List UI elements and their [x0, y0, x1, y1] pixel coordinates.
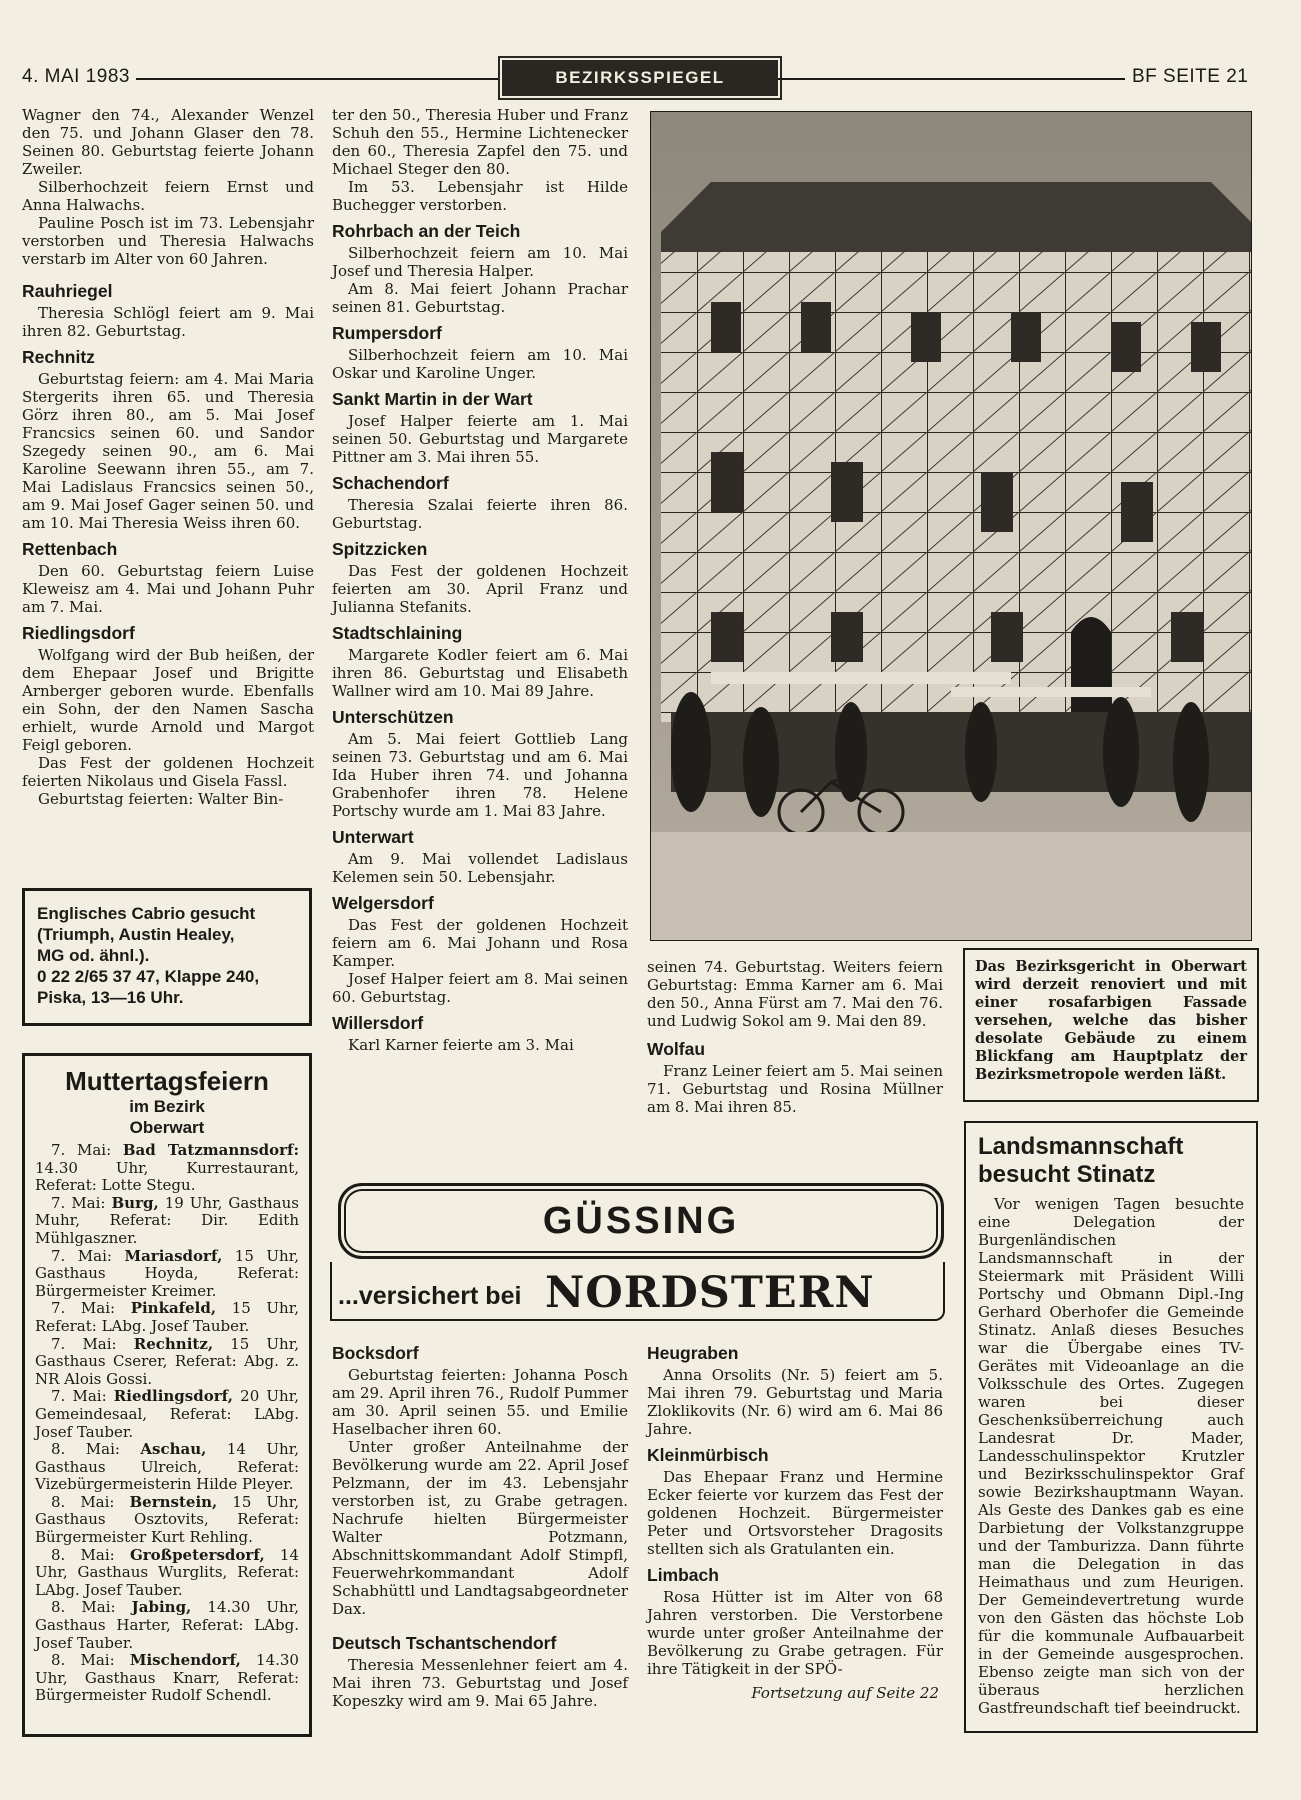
- entry-place: Burg,: [111, 1193, 159, 1212]
- paragraph: Das Fest der goldenen Hochzeit feierten am 30. April Franz und Julianna Stefanits.: [332, 562, 628, 616]
- entry-date: 7. Mai:: [51, 1193, 112, 1212]
- entry-place: Aschau,: [140, 1440, 207, 1459]
- column-3: [647, 958, 943, 1116]
- entry-place: Riedlingsdorf,: [113, 1387, 233, 1406]
- heading-spitzzicken: Spitzzicken: [332, 539, 428, 559]
- entry-details: 14.30 Uhr, Gasthaus Knarr, Referat: Bürgermeister Rudolf Schendl.: [35, 1651, 299, 1705]
- heading-riedlingsdorf: Riedlingsdorf: [22, 623, 135, 643]
- entry-date: 7. Mai:: [51, 1334, 134, 1353]
- entry-details: 14 Uhr, Gasthaus Ulreich, Referat: Vizebürgermeisterin Hilde Pleyer.: [35, 1440, 299, 1494]
- classified-ad: [22, 888, 312, 1026]
- entry-date: 7. Mai:: [51, 1246, 125, 1265]
- entry-date: 7. Mai:: [51, 1387, 114, 1406]
- muttertag-entry: [35, 1652, 299, 1705]
- muttertag-box: [22, 1053, 312, 1737]
- paragraph: Das Fest der goldenen Hochzeit feiern am 6. Mai Johann und Rosa Kamper.: [332, 916, 628, 970]
- muttertag-subtitle: Oberwart: [129, 1118, 205, 1137]
- landsmannschaft-box: [964, 1121, 1258, 1733]
- entry-date: 8. Mai:: [51, 1545, 130, 1564]
- guessing-banner: [338, 1183, 944, 1259]
- heading-kleinmuerbisch: Kleinmürbisch: [647, 1445, 769, 1465]
- paragraph: Wagner den 74., Alexander Wenzel den 75. und Johann Glaser den 78. Seinen 80. Geburtstag feierte Johann Zweiler.: [22, 106, 314, 178]
- issue-date: 4. MAI 1983: [22, 66, 130, 87]
- header-rule-left: [136, 78, 498, 80]
- heading-unterwart: Unterwart: [332, 827, 414, 847]
- heading-rauhriegel: Rauhriegel: [22, 281, 113, 301]
- entry-details: 14.30 Uhr, Kurrestaurant, Referat: Lotte Stegu.: [35, 1158, 299, 1195]
- muttertag-subtitle: im Bezirk: [129, 1097, 205, 1116]
- heading-wolfau: Wolfau: [647, 1039, 706, 1059]
- nordstern-ad: [330, 1262, 945, 1321]
- paragraph: Karl Karner feierte am 3. Mai: [348, 1036, 574, 1054]
- paragraph: Wolfgang wird der Bub heißen, der dem Ehepaar Josef und Brigitte Arnberger geboren wurde. Ebenfalls ein Sohn, der den Namen Sascha erhielt, wurde Arnold und Margot Feigl geboren.: [22, 646, 314, 754]
- paragraph: Im 53. Lebensjahr ist Hilde Buchegger verstorben.: [332, 178, 628, 214]
- heading-limbach: Limbach: [647, 1565, 719, 1585]
- muttertag-list: [35, 1142, 299, 1705]
- paragraph: seinen 74. Geburtstag. Weiters feiern Geburtstag: Emma Karner am 6. Mai den 50., Anna Fürst am 7. Mai den 76. und Ludwig Sokol am 9. Mai den 89.: [647, 958, 943, 1030]
- entry-details: 14 Uhr, Gasthaus Wurglits, Referat: LAbg. Josef Tauber.: [35, 1545, 299, 1599]
- paragraph: Theresia Schlögl feiert am 9. Mai ihren 82. Geburtstag.: [22, 304, 314, 340]
- paragraph: Theresia Szalai feierte ihren 86. Geburtstag.: [332, 496, 628, 532]
- paragraph: Unter großer Anteilnahme der Bevölkerung wurde am 22. April Josef Pelzmann, der im 43. Lebensjahr verstorben ist, zu Grabe getragen. Nachrufe hielten Bürgermeister Walter Potzmann, Abschnittskommandant Adolf Stimpfl, Feuerwehrkommandant Adolf Schabhüttl und Landtagsabgeordneter Dax.: [332, 1438, 628, 1618]
- nordstern-prefix: ...versichert bei: [338, 1282, 522, 1310]
- column-1: [22, 106, 314, 808]
- lower-column-right: [647, 1336, 943, 1702]
- ad-line: MG od. ähnl.).: [37, 946, 150, 965]
- muttertag-entry: [35, 1388, 299, 1441]
- muttertag-entry: [35, 1494, 299, 1547]
- paragraph: Rosa Hütter ist im Alter von 68 Jahren verstorben. Die Verstorbene wurde unter großer Anteilnahme der Bevölkerung zu Grabe getragen. Für ihre Tätigkeit in der SPÖ-: [647, 1588, 943, 1678]
- paragraph: ter den 50., Theresia Huber und Franz Schuh den 55., Hermine Lichtenecker den 60., Theresia Zapfel den 75. und Michael Steger den 80.: [332, 106, 628, 178]
- paragraph: Geburtstag feiern: am 4. Mai Maria Stergerits ihren 65. und Theresia Görz ihren 80., am 5. Mai Josef Francsics seinen 60. und Sandor Szegedy seinen 90., am 6. Mai Karoline Seewann ihren 55., am 7. Mai Ladislaus Francsics seinen 50., am 9. Mai Josef Gager seinen 50. und am 10. Mai Theresia Weiss ihren 60.: [22, 370, 314, 532]
- entry-date: 8. Mai:: [51, 1440, 141, 1459]
- entry-date: 8. Mai:: [51, 1651, 130, 1670]
- paragraph: Franz Leiner feiert am 5. Mai seinen 71. Geburtstag und Rosina Müllner am 8. Mai ihren 85.: [647, 1062, 943, 1116]
- heading-willersdorf: Willersdorf: [332, 1013, 424, 1033]
- paragraph: Am 8. Mai feiert Johann Prachar seinen 81. Geburtstag.: [332, 280, 628, 316]
- paragraph: Den 60. Geburtstag feiern Luise Kleweisz am 4. Mai und Johann Puhr am 7. Mai.: [22, 562, 314, 616]
- paragraph: Josef Halper feiert am 8. Mai seinen 60. Geburtstag.: [332, 970, 628, 1006]
- muttertag-entry: [35, 1547, 299, 1600]
- heading-unterschuetzen: Unterschützen: [332, 707, 454, 727]
- paragraph: Das Ehepaar Franz und Hermine Ecker feierte vor kurzem das Fest der goldenen Hochzeit. Bürgermeister Peter und Ortsvorsteher Dragosits stellten sich als Gratulanten ein.: [647, 1468, 943, 1558]
- header-rule-right: [778, 78, 1125, 80]
- muttertag-entry: [35, 1441, 299, 1494]
- heading-tschantschendorf: Deutsch Tschantschendorf: [332, 1633, 557, 1653]
- paragraph: Das Fest der goldenen Hochzeit feierten Nikolaus und Gisela Fassl.: [22, 754, 314, 790]
- muttertag-entry: [35, 1142, 299, 1195]
- paragraph: Josef Halper feierte am 1. Mai seinen 50. Geburtstag und Margarete Pittner am 3. Mai ihren 55.: [332, 412, 628, 466]
- paragraph: Silberhochzeit feiern am 10. Mai Josef und Theresia Halper.: [332, 244, 628, 280]
- heading-bocksdorf: Bocksdorf: [332, 1343, 419, 1363]
- paragraph: Vor wenigen Tagen besuchte eine Delegation der Burgenländischen Landsmannschaft in der Steiermark mit Präsident Willi Portschy und Obmann Dipl.-Ing Gerhard Oberhofer die Gemeinde Stinatz. Anlaß dieses Besuches war die Übergabe eines TV-Gerätes mit Videoanlage an die Volksschule des Ortes. Zugegen waren bei dieser Geschenksüberreichung auch Landesrat Dr. Mader, Landesschulinspektor Krutzler und Bezirksschulinspektor Graf sowie Bezirkshauptmann Wayan. Als Geste des Dankes gab es eine Darbietung der Volkstanzgruppe und der Tamburizza. Dann führte man die Delegation in das Heimathaus und zum Heurigen. Der Gemeindevertretung wurde von den Gästen das höchste Lob für die kommunale Aufbauarbeit in der Gemeinde ausgesprochen. Ebenso zeigte man sich von der überaus herzlichen Gastfreundschaft tief beeindruckt.: [978, 1195, 1244, 1717]
- ad-line: Piska, 13—16 Uhr.: [37, 988, 184, 1007]
- page-number: BF SEITE 21: [1132, 66, 1249, 87]
- paragraph: Geburtstag feierten: Walter Bin-: [38, 790, 284, 808]
- entry-details: 15 Uhr, Referat: LAbg. Josef Tauber.: [35, 1299, 299, 1335]
- ad-line: (Triumph, Austin Healey,: [37, 925, 235, 944]
- heading-welgersdorf: Welgersdorf: [332, 893, 434, 913]
- heading-schachendorf: Schachendorf: [332, 473, 449, 493]
- entry-place: Rechnitz,: [133, 1334, 214, 1353]
- entry-place: Pinkafeld,: [130, 1299, 217, 1318]
- paragraph: Am 9. Mai vollendet Ladislaus Kelemen sein 50. Lebensjahr.: [332, 850, 628, 886]
- nordstern-brand: NORDSTERN: [545, 1268, 875, 1318]
- photo-caption: Das Bezirksgericht in Oberwart wird derzeit renoviert und mit einer rosafarbigen Fassade versehen, welche das bisher desolate Gebäude zu einem Blickfang am Hauptplatz der Bezirksmetropole werden läßt.: [963, 948, 1259, 1102]
- paragraph: Anna Orsolits (Nr. 5) feiert am 5. Mai ihren 79. Geburtstag und Maria Zloklikovits (Nr. 6) wird am 6. Mai 86 Jahre.: [647, 1366, 943, 1438]
- entry-details: 19 Uhr, Gasthaus Muhr, Referat: Dir. Edith Mühlgaszner.: [35, 1193, 299, 1247]
- ad-line: 0 22 2/65 37 47, Klappe 240,: [37, 967, 260, 986]
- courthouse-photo-illustration: [651, 112, 1251, 940]
- heading-sankt-martin: Sankt Martin in der Wart: [332, 389, 533, 409]
- paragraph: Silberhochzeit feiern am 10. Mai Oskar und Karoline Unger.: [332, 346, 628, 382]
- paragraph: Geburtstag feierten: Johanna Posch am 29. April ihren 76., Rudolf Pummer am 30. April seinen 55. und Emilie Haselbacher ihren 60.: [332, 1366, 628, 1438]
- entry-date: 7. Mai:: [51, 1141, 123, 1159]
- muttertag-entry: [35, 1195, 299, 1248]
- heading-stadtschlaining: Stadtschlaining: [332, 623, 463, 643]
- entry-details: 15 Uhr, Gasthaus Osztovits, Referat: Bürgermeister Kurt Rehling.: [35, 1492, 299, 1547]
- paragraph: Silberhochzeit feiern Ernst und Anna Halwachs.: [22, 178, 314, 214]
- landsmannschaft-title: Landsmannschaft: [978, 1133, 1184, 1160]
- muttertag-title: Muttertagsfeiern: [65, 1066, 269, 1096]
- paragraph: Theresia Messenlehner feiert am 4. Mai ihren 73. Geburtstag und Josef Kopeszky wird am 9. Mai 65 Jahre.: [332, 1656, 628, 1710]
- heading-rechnitz: Rechnitz: [22, 347, 95, 367]
- entry-place: Bernstein,: [129, 1492, 218, 1511]
- muttertag-entry: [35, 1599, 299, 1652]
- paragraph: Margarete Kodler feiert am 6. Mai ihren 86. Geburtstag und Elisabeth Wallner wird am 10. Mai 89 Jahre.: [332, 646, 628, 700]
- heading-heugraben: Heugraben: [647, 1343, 739, 1363]
- entry-date: 8. Mai:: [51, 1492, 130, 1511]
- entry-details: 15 Uhr, Gasthaus Cserer, Referat: Abg. z. NR Alois Gossi.: [35, 1334, 299, 1388]
- landsmannschaft-title: besucht Stinatz: [978, 1161, 1156, 1188]
- entry-place: Mischendorf,: [129, 1651, 241, 1670]
- entry-date: 7. Mai:: [51, 1299, 131, 1318]
- muttertag-entry: [35, 1300, 299, 1335]
- entry-place: Bad Tatzmannsdorf:: [122, 1141, 299, 1159]
- continued-note: Fortsetzung auf Seite 22: [751, 1684, 939, 1702]
- courthouse-photo: [650, 111, 1252, 941]
- entry-place: Mariasdorf,: [124, 1246, 223, 1265]
- entry-details: 15 Uhr, Gasthaus Hoyda, Referat: Bürgermeister Kreimer.: [35, 1246, 299, 1300]
- muttertag-entry: [35, 1336, 299, 1389]
- entry-details: 20 Uhr, Gemeindesaal, Referat: LAbg. Josef Tauber.: [35, 1387, 299, 1441]
- column-2: [332, 106, 628, 1054]
- paragraph: Pauline Posch ist im 73. Lebensjahr verstorben und Theresia Halwachs verstarb im Alter von 60 Jahren.: [22, 214, 314, 268]
- section-title: BEZIRKSSPIEGEL: [502, 60, 778, 96]
- heading-rohrbach: Rohrbach an der Teich: [332, 221, 521, 241]
- entry-place: Großpetersdorf,: [129, 1545, 265, 1564]
- paragraph: Am 5. Mai feiert Gottlieb Lang seinen 73. Geburtstag und am 6. Mai Ida Huber ihren 74. und Johanna Grabenhofer ihren 78. Helene Portschy wurde am 1. Mai 83 Jahre.: [332, 730, 628, 820]
- entry-place: Jabing,: [131, 1598, 192, 1617]
- muttertag-entry: [35, 1248, 299, 1301]
- ad-line: Englisches Cabrio gesucht: [37, 904, 256, 923]
- entry-date: 8. Mai:: [51, 1598, 132, 1617]
- lower-column-left: [332, 1336, 628, 1710]
- heading-rettenbach: Rettenbach: [22, 539, 118, 559]
- entry-details: 14.30 Uhr, Gasthaus Harter, Referat: LAbg. Josef Tauber.: [35, 1598, 299, 1652]
- guessing-title: GÜSSING: [542, 1200, 740, 1242]
- heading-rumpersdorf: Rumpersdorf: [332, 323, 442, 343]
